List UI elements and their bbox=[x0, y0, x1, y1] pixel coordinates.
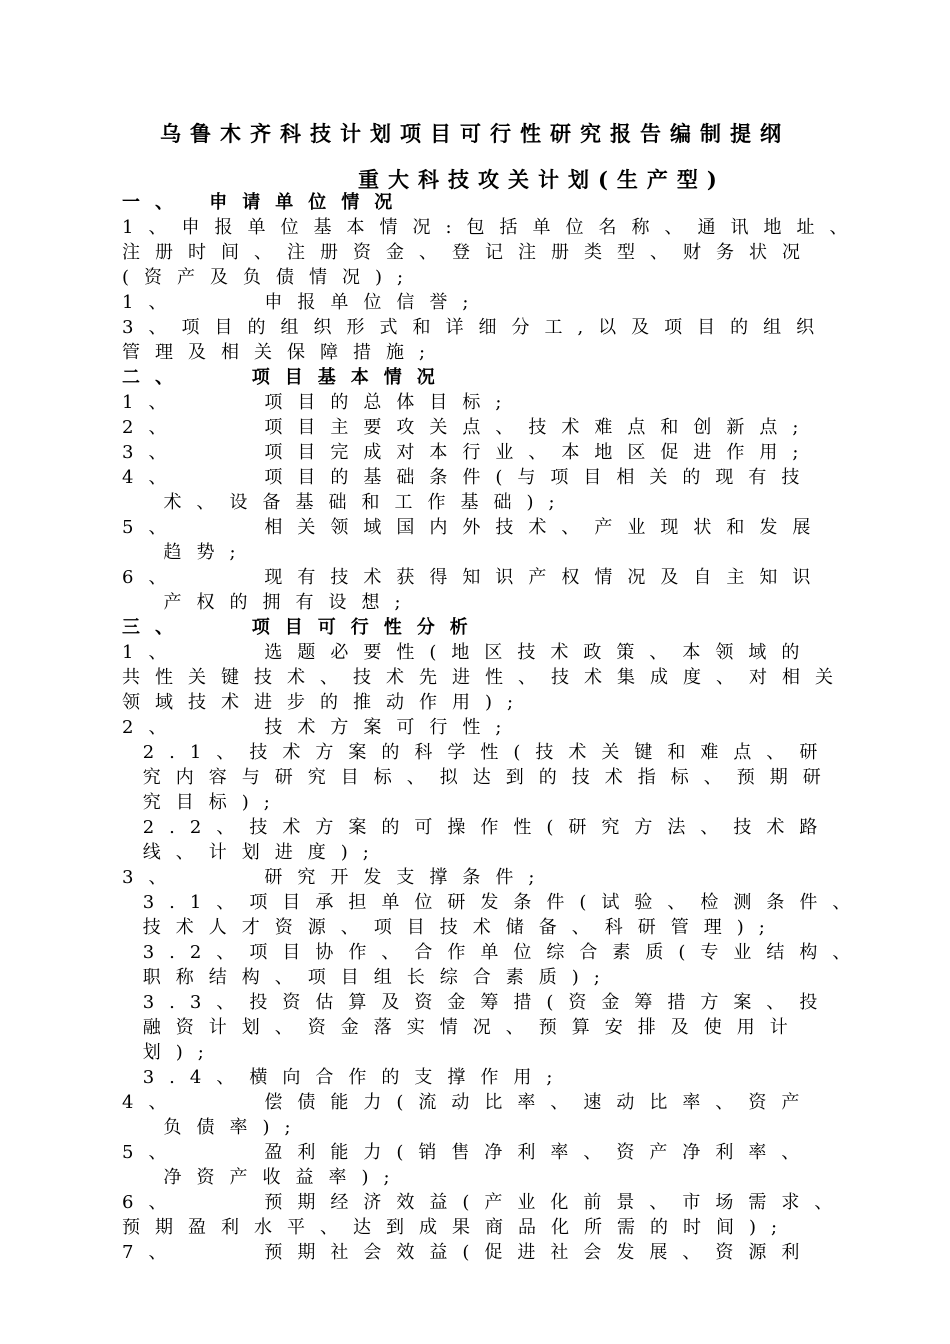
text-line: 职称结构、项目组长综合素质); bbox=[122, 967, 615, 988]
text-line: 5、 相关领域国内外技术、产业现状和发展 bbox=[122, 517, 826, 538]
text-line: 净资产收益率); bbox=[122, 1167, 405, 1188]
text-line: 究目标); bbox=[122, 792, 285, 813]
text-line: 预期盈利水平、达到成果商品化所需的时间); bbox=[122, 1217, 793, 1238]
text-line: 注册时间、注册资金、登记注册类型、财务状况 bbox=[122, 242, 815, 263]
text-line: 4、 偿债能力(流动比率、速动比率、资产 bbox=[122, 1092, 815, 1113]
text-line: (资产及负债情况); bbox=[122, 267, 419, 288]
text-line: 1、 选题必要性(地区技术政策、本领域的 bbox=[122, 642, 815, 663]
text-line: 6、 现有技术获得知识产权情况及自主知识 bbox=[122, 567, 826, 588]
text-line: 2.1、技术方案的科学性(技术关键和难点、研 bbox=[122, 742, 833, 763]
text-line: 3.2、项目协作、合作单位综合素质(专业结构、 bbox=[122, 942, 866, 963]
text-line: 1、申报单位基本情况:包括单位名称、通讯地址、 bbox=[122, 217, 863, 238]
text-line: 2、 项目主要攻关点、技术难点和创新点; bbox=[122, 417, 814, 438]
document-title: 乌鲁木齐科技计划项目可行性研究报告编制提纲 bbox=[160, 121, 790, 146]
text-line: 3、 研究开发支撑条件; bbox=[122, 867, 550, 888]
text-line: 术、设备基础和工作基础); bbox=[122, 492, 570, 513]
text-line: 3.3、投资估算及资金筹措(资金筹措方案、投 bbox=[122, 992, 833, 1013]
text-line: 6、 预期经济效益(产业化前景、市场需求、 bbox=[122, 1192, 848, 1213]
text-line: 4、 项目的基础条件(与项目相关的现有技 bbox=[122, 467, 815, 488]
text-line: 技术人才资源、项目技术储备、科研管理); bbox=[122, 917, 780, 938]
text-line: 融资计划、资金落实情况、预算安排及使用计 bbox=[122, 1017, 803, 1038]
text-line: 管理及相关保障措施; bbox=[122, 342, 441, 363]
text-line: 领域技术进步的推动作用); bbox=[122, 692, 529, 713]
text-line: 3、项目的组织形式和详细分工,以及项目的组织 bbox=[122, 317, 830, 338]
text-line: 2、 技术方案可行性; bbox=[122, 717, 517, 738]
section-heading-2: 二、 项目基本情况 bbox=[122, 367, 450, 388]
text-line: 5、 盈利能力(销售净利率、资产净利率、 bbox=[122, 1142, 815, 1163]
section-heading-1: 一、 申请单位情况 bbox=[122, 192, 408, 213]
text-line: 3、 项目完成对本行业、本地区促进作用; bbox=[122, 442, 814, 463]
text-line: 3.1、项目承担单位研发条件(试验、检测条件、 bbox=[122, 892, 866, 913]
text-line: 1、 项目的总体目标; bbox=[122, 392, 517, 413]
document-subtitle: 重大科技攻关计划(生产型) bbox=[358, 167, 726, 192]
text-line: 线、计划进度); bbox=[122, 842, 384, 863]
text-line: 1、 申报单位信誉; bbox=[122, 292, 484, 313]
text-line: 3.4、横向合作的支撑作用; bbox=[122, 1067, 568, 1088]
text-line: 共性关键技术、技术先进性、技术集成度、对相关 bbox=[122, 667, 848, 688]
section-heading-3: 三、 项目可行性分析 bbox=[122, 617, 483, 638]
text-line: 2.2、技术方案的可操作性(研究方法、技术路 bbox=[122, 817, 833, 838]
text-line: 趋势; bbox=[122, 542, 251, 563]
text-line: 究内容与研究目标、拟达到的技术指标、预期研 bbox=[122, 767, 836, 788]
text-line: 划); bbox=[122, 1042, 219, 1063]
text-line: 产权的拥有设想; bbox=[122, 592, 416, 613]
text-line: 7、 预期社会效益(促进社会发展、资源利 bbox=[122, 1242, 815, 1263]
text-line: 负债率); bbox=[122, 1117, 306, 1138]
